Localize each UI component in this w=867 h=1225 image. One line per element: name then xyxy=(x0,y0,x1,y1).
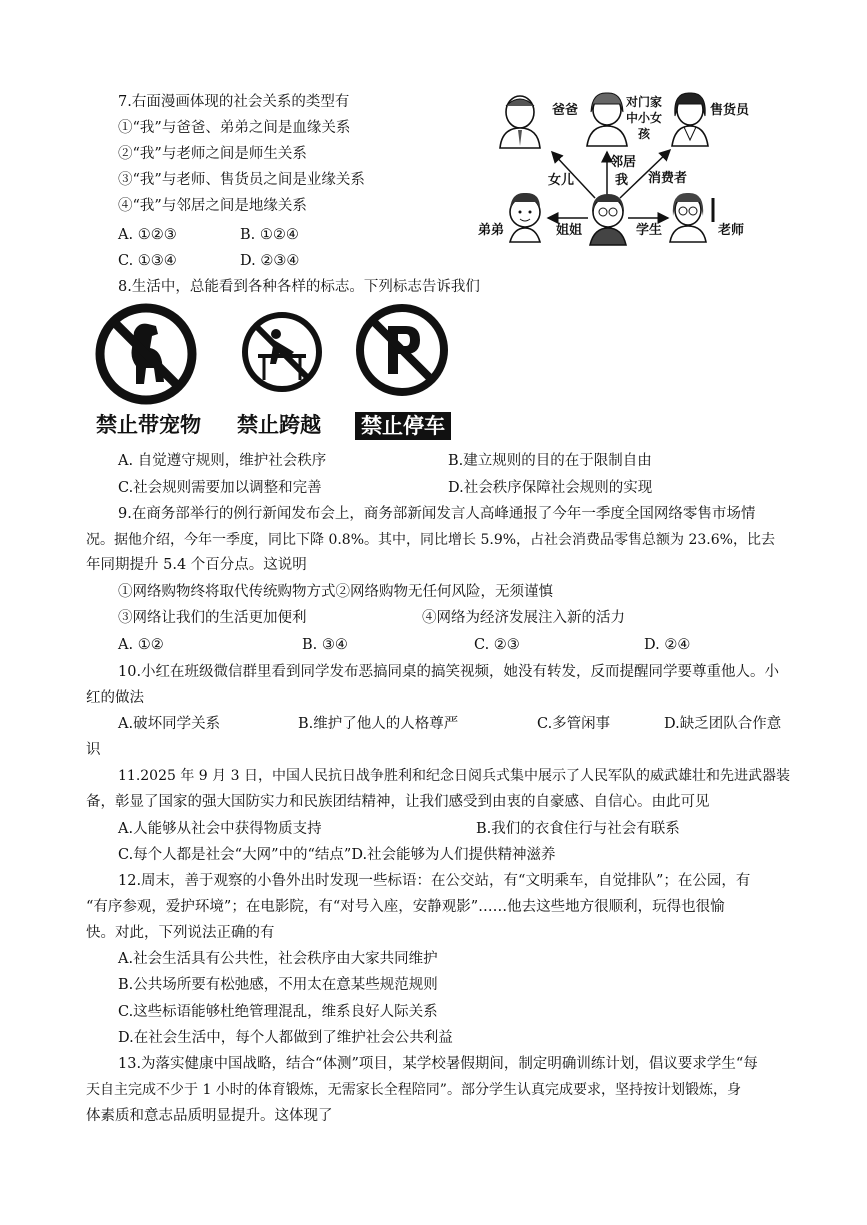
q12-line-1: 12.周末，善于观察的小鲁外出时发现一些标语：在公交站，有“文明乘车，自觉排队”；在公园，有 xyxy=(118,873,751,889)
q8-option-a: A. 自觉遵守规则，维护社会秩序 xyxy=(118,453,327,469)
sign-label-no-crossing: 禁止跨越 xyxy=(237,413,321,437)
q8-option-b: B.建立规则的目的在于限制自由 xyxy=(448,453,652,469)
q7-option-c: C. ①③④ xyxy=(118,253,177,269)
sign-label-no-pets: 禁止带宠物 xyxy=(96,413,201,437)
q11-line-1: 11.2025 年 9 月 3 日，中国人民抗日战争胜利和纪念日阅兵式集中展示了人民军队的威武雄壮和先进武器装 xyxy=(118,768,790,784)
label-teacher: 老师 xyxy=(718,223,745,238)
label-clerk: 售货员 xyxy=(710,103,750,118)
no-pets-sign-icon xyxy=(94,302,198,406)
label-dad: 爸爸 xyxy=(552,103,579,118)
q12-line-2: “有序参观，爱护环境”；在电影院，有“对号入座，安静观影”……他去这些地方很顺利，玩得也很愉 xyxy=(86,899,725,915)
q7-item-2: ②“我”与老师之间是师生关系 xyxy=(118,146,307,162)
q8-option-d: D.社会秩序保障社会规则的实现 xyxy=(448,480,653,496)
q9-line-3: 年同期提升 5.4 个百分点。这说明 xyxy=(86,557,307,573)
q11-option-cd: C.每个人都是社会“大网”中的“结点”D.社会能够为人们提供精神滋养 xyxy=(118,847,556,863)
label-sister: 姐姐 xyxy=(556,223,583,238)
q8-option-c: C.社会规则需要加以调整和完善 xyxy=(118,480,322,496)
brother-figure xyxy=(510,193,540,242)
q7-option-a: A. ①②③ xyxy=(118,227,177,243)
q11-option-b: B.我们的衣食住行与社会有联系 xyxy=(476,821,680,837)
q10-option-c: C.多管闲事 xyxy=(537,716,611,732)
q9-line-2: 况。据他介绍，今年一季度，同比下降 0.8%。其中，同比增长 5.9%，占社会消费品零售总额为 23.6%，比去 xyxy=(86,532,775,548)
q9-line-1: 9.在商务部举行的例行新闻发布会上，商务部新闻发言人高峰通报了今年一季度全国网络零售市场情 xyxy=(118,506,756,522)
q9-option-d: D. ②④ xyxy=(644,637,691,653)
q12-option-a: A.社会生活具有公共性，社会秩序由大家共同维护 xyxy=(118,951,438,967)
label-neighbor-girl-2: 中小女 xyxy=(626,111,663,125)
q11-option-a: A.人能够从社会中获得物质支持 xyxy=(118,821,322,837)
q10-option-d: D.缺乏团队合作意 xyxy=(664,716,782,732)
label-student: 学生 xyxy=(636,223,663,238)
no-crossing-sign-icon xyxy=(240,310,324,394)
q8-stem: 8.生活中，总能看到各种各样的标志。下列标志告诉我们 xyxy=(118,279,480,295)
q11-line-2: 备，彰显了国家的强大国防实力和民族团结精神，让我们感受到由衷的自豪感、自信心。由此可见 xyxy=(86,794,710,810)
label-neighbor-girl-3: 孩 xyxy=(638,127,651,141)
q10-option-d-wrap: 识 xyxy=(86,742,101,758)
q9-item-12: ①网络购物终将取代传统购物方式②网络购物无任何风险，无须谨慎 xyxy=(118,584,553,600)
q10-line-1: 10.小红在班级微信群里看到同学发布恶搞同桌的搞笑视频，她没有转发，反而提醒同学要尊重他人。小 xyxy=(118,664,780,680)
q10-line-2: 红的做法 xyxy=(86,690,144,706)
q9-item-4: ④网络为经济发展注入新的活力 xyxy=(422,610,625,626)
dad-figure xyxy=(500,96,540,148)
q12-option-d: D.在社会生活中，每个人都做到了维护社会公共利益 xyxy=(118,1030,453,1046)
q7-relationship-diagram xyxy=(470,90,780,250)
label-neighbor: 邻居 xyxy=(610,155,637,170)
label-me: 我 xyxy=(615,173,629,188)
q13-line-3: 体素质和意志品质明显提升。这体现了 xyxy=(86,1108,333,1124)
q9-option-a: A. ①② xyxy=(118,637,164,653)
label-daughter: 女儿 xyxy=(548,173,575,188)
q7-option-b: B. ①②④ xyxy=(240,227,299,243)
q7-item-3: ③“我”与老师、售货员之间是业缘关系 xyxy=(118,172,365,188)
q7-item-1: ①“我”与爸爸、弟弟之间是血缘关系 xyxy=(118,120,351,136)
q7-stem: 7.右面漫画体现的社会关系的类型有 xyxy=(118,94,350,110)
label-neighbor-girl-1: 对门家 xyxy=(626,95,663,109)
neighbor-girl-figure xyxy=(587,93,627,146)
q12-option-b: B.公共场所要有松弛感，不用太在意某些规范规则 xyxy=(118,977,438,993)
label-brother: 弟弟 xyxy=(478,223,505,238)
q9-item-3: ③网络让我们的生活更加便利 xyxy=(118,610,307,626)
no-parking-sign-icon xyxy=(354,302,450,398)
q10-option-b: B.维护了他人的人格尊严 xyxy=(298,716,459,732)
clerk-figure xyxy=(672,93,708,146)
q7-item-4: ④“我”与邻居之间是地缘关系 xyxy=(118,198,307,214)
q9-option-b: B. ③④ xyxy=(302,637,348,653)
q13-line-2: 天自主完成不少于 1 小时的体育锻炼，无需家长全程陪同”。部分学生认真完成要求，坚持按计划锻炼，身 xyxy=(86,1082,741,1098)
q9-option-c: C. ②③ xyxy=(474,637,520,653)
q12-line-3: 快。对此，下列说法正确的有 xyxy=(86,925,275,941)
q12-option-c: C.这些标语能够杜绝管理混乱，维系良好人际关系 xyxy=(118,1004,438,1020)
q13-line-1: 13.为落实健康中国战略，结合“体测”项目，某学校暑假期间，制定明确训练计划，倡议要求学生“每 xyxy=(118,1056,758,1072)
me-figure xyxy=(590,194,626,245)
sign-label-no-parking: 禁止停车 xyxy=(355,412,451,440)
q7-option-d: D. ②③④ xyxy=(240,253,300,269)
q10-option-a: A.破坏同学关系 xyxy=(118,716,221,732)
teacher-figure xyxy=(670,193,713,242)
label-consumer: 消费者 xyxy=(648,171,688,186)
